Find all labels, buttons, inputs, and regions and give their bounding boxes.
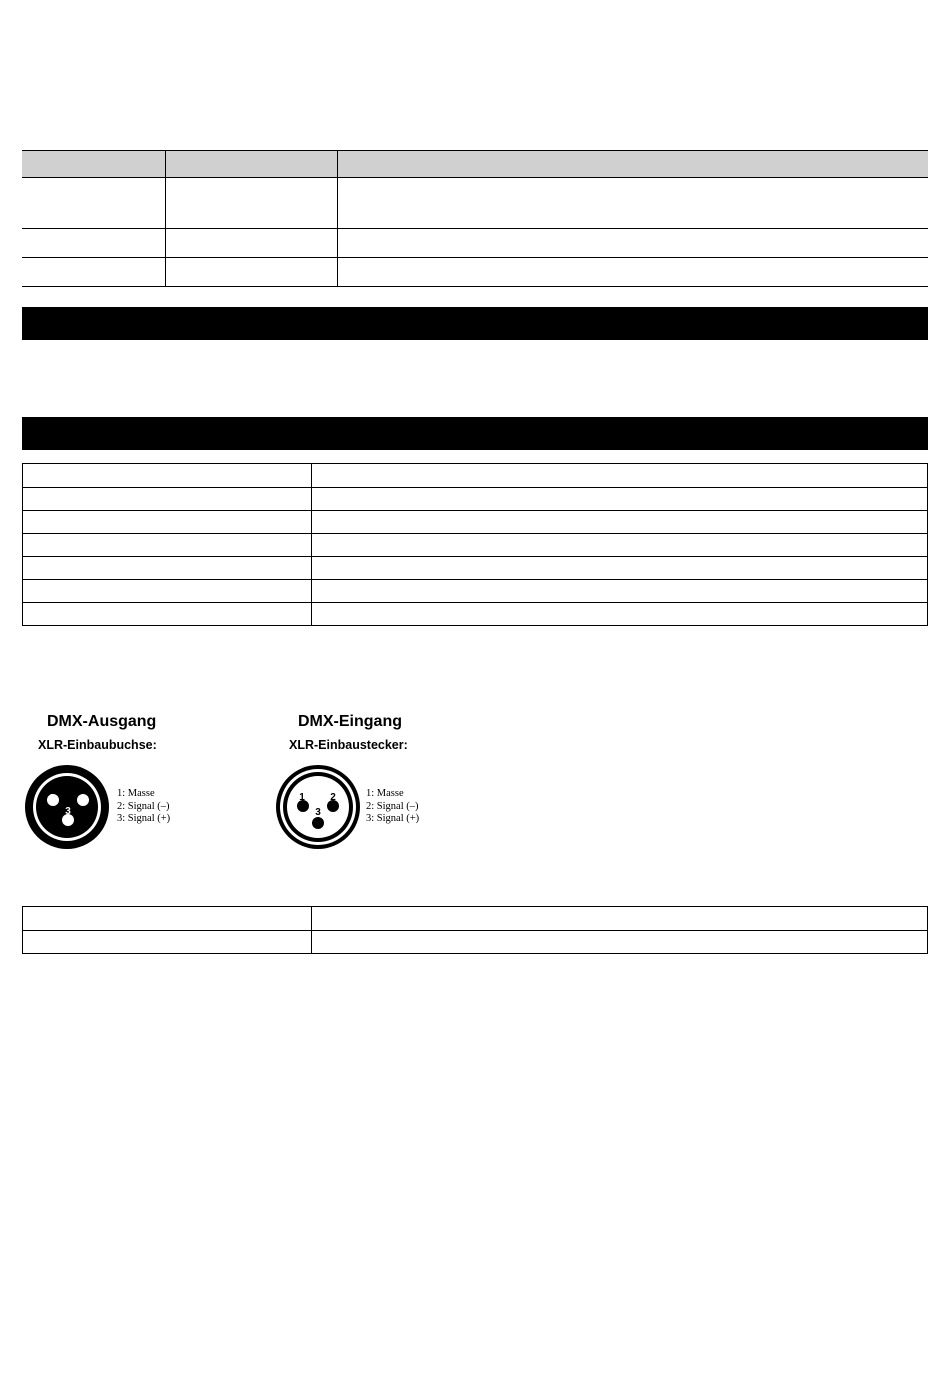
table-row bbox=[23, 602, 927, 625]
table-row bbox=[23, 487, 927, 510]
dmx-in-title: DMX-Eingang bbox=[298, 713, 402, 730]
pin-number: 2 bbox=[330, 792, 336, 803]
pin-number: 2 bbox=[49, 793, 55, 804]
dmx-in-subtitle: XLR-Einbaustecker: bbox=[289, 738, 408, 752]
pin-label: 3: Signal (+) bbox=[366, 813, 420, 824]
table-row bbox=[23, 510, 927, 533]
pin-number: 1 bbox=[299, 792, 305, 803]
table-row bbox=[23, 533, 927, 556]
table-rule bbox=[22, 286, 928, 287]
pin-label: 2: Signal (–) bbox=[366, 800, 419, 812]
table-rule bbox=[22, 177, 928, 178]
pin-number: 3 bbox=[65, 806, 71, 817]
section-header-bar bbox=[22, 417, 928, 450]
dmx-out-title: DMX-Ausgang bbox=[47, 713, 157, 730]
bottom-table bbox=[22, 906, 928, 954]
table-row bbox=[23, 464, 927, 487]
table-row bbox=[23, 930, 927, 953]
table-row bbox=[23, 579, 927, 602]
pin-number: 3 bbox=[315, 807, 321, 818]
table-row bbox=[23, 556, 927, 579]
pin-label: 1: Masse bbox=[366, 788, 404, 799]
top-table bbox=[22, 150, 928, 287]
dmx-in-pin-list bbox=[366, 788, 419, 826]
section-header-bar bbox=[22, 307, 928, 340]
xlr-female-socket-icon bbox=[22, 762, 114, 852]
table-rule bbox=[22, 257, 928, 258]
table-row bbox=[23, 907, 927, 930]
top-table-header bbox=[22, 150, 928, 177]
pin-label: 3: Signal (+) bbox=[117, 813, 171, 824]
table-column-divider bbox=[165, 150, 166, 287]
table-rule bbox=[22, 150, 928, 151]
dmx-out-pin-list bbox=[117, 788, 170, 826]
table-rule bbox=[22, 228, 928, 229]
specs-table bbox=[22, 463, 928, 626]
dmx-out-subtitle: XLR-Einbaubuchse: bbox=[38, 738, 157, 752]
pin-label: 1: Masse bbox=[117, 788, 155, 799]
table-column-divider bbox=[337, 150, 338, 287]
pin-number: 1 bbox=[80, 793, 86, 804]
xlr-male-plug-icon bbox=[274, 763, 364, 853]
pin-label: 2: Signal (–) bbox=[117, 800, 170, 812]
